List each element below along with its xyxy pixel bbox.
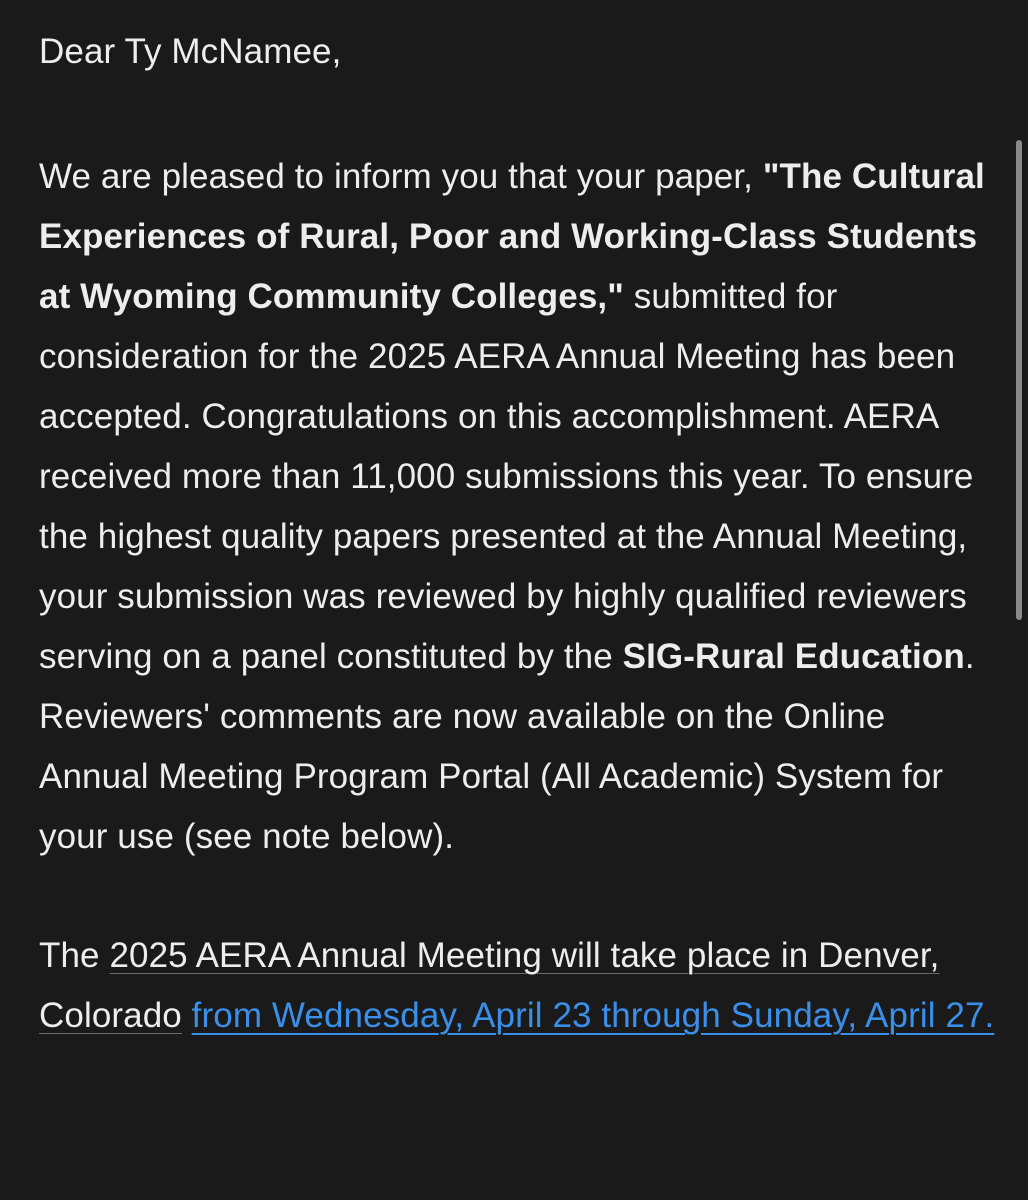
scrollbar[interactable] — [1016, 140, 1022, 620]
intro-text: We are pleased to inform you that your paper, — [39, 157, 763, 196]
meeting-dates-link[interactable]: from Wednesday, April 23 through Sunday, April 27. — [191, 996, 995, 1035]
acceptance-paragraph — [39, 147, 999, 867]
acceptance-text: submitted for consideration for the 2025 AERA Annual Meeting has been accepted. Congratulations on this accomplishment. AERA received more than 11,000 submissions this year. To ensure the highest quality papers presented at the Annual Meeting, your submission was reviewed by highly qualified reviewers serving on a panel constituted by the — [39, 277, 974, 676]
email-body — [39, 22, 999, 1105]
reviewers-text: . Reviewers' comments are now available on the Online Annual Meeting Program Portal (All Academic) System for your use (see note below). — [39, 637, 975, 856]
event-location-text: 2025 AERA Annual Meeting will take place in Denver, Colorado — [39, 936, 940, 1035]
spacer-text — [182, 996, 192, 1035]
email-greeting: Dear Ty McNamee, — [39, 32, 342, 71]
meeting-paragraph — [39, 926, 999, 1046]
paper-title: "The Cultural Experiences of Rural, Poor and Working-Class Students at Wyoming Community Colleges," — [39, 157, 985, 316]
meeting-lead-text: The — [39, 936, 110, 975]
panel-name: SIG-Rural Education — [622, 637, 965, 676]
